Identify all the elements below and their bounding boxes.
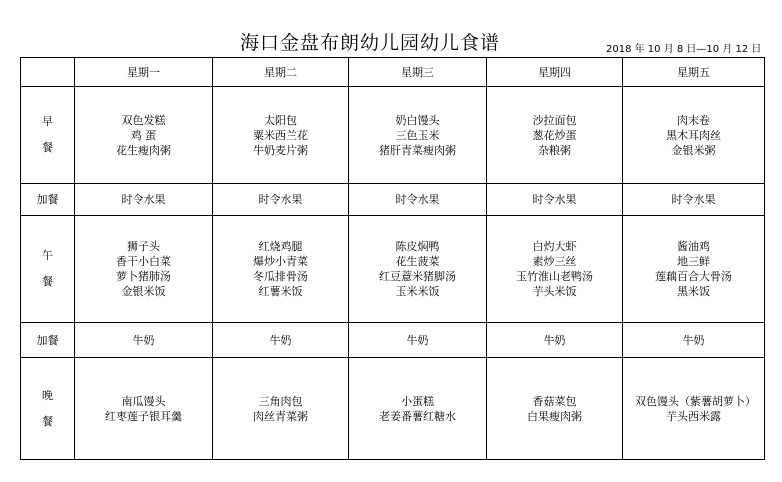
dish-item: 素炒三丝	[532, 255, 577, 268]
dish-item: 牛奶	[543, 333, 566, 347]
dish-item: 肉末卷	[677, 113, 710, 127]
dish-item: 红烧鸡腿	[258, 240, 303, 253]
day-header: 星期二	[213, 58, 349, 87]
meal-label: 晚餐	[21, 358, 75, 460]
day-header: 星期五	[623, 58, 765, 87]
dish-item: 红豆薏米猪脚汤	[379, 270, 456, 283]
menu-cell	[349, 87, 487, 184]
meal-label: 加餐	[21, 323, 75, 358]
page-title: 海口金盘布朗幼儿园幼儿食谱	[239, 32, 500, 54]
dish-item: 鸡 蛋	[130, 128, 157, 142]
dish-item: 牛奶麦片粥	[253, 143, 308, 157]
meal-row-breakfast	[21, 87, 765, 184]
dish-item: 爆炒小青菜	[253, 255, 308, 268]
menu-cell	[487, 184, 623, 216]
meal-row-snack-2	[21, 323, 765, 358]
header-row	[21, 58, 765, 87]
dish-item: 奶白馒头	[395, 113, 440, 127]
dish-item: 莲藕百合大骨汤	[655, 270, 732, 283]
dish-item: 香菇菜包	[532, 394, 577, 408]
menu-cell	[487, 216, 623, 323]
dish-item: 牛奶	[269, 333, 292, 347]
dish-item: 时令水果	[258, 193, 303, 206]
dish-item: 黑米饭	[677, 285, 710, 298]
menu-cell	[213, 87, 349, 184]
dish-item: 时令水果	[121, 193, 166, 206]
menu-cell	[487, 87, 623, 184]
menu-cell	[487, 358, 623, 460]
dish-item: 粟米西兰花	[253, 128, 308, 142]
day-header: 星期四	[487, 58, 623, 87]
dish-item: 金银米粥	[671, 143, 716, 157]
dish-item: 牛奶	[132, 333, 155, 347]
meal-label: 午餐	[21, 216, 75, 323]
dish-item: 肉丝青菜粥	[253, 409, 308, 423]
dish-item: 三角肉包	[258, 394, 303, 408]
menu-cell	[75, 87, 213, 184]
dish-item: 双色发糕	[121, 113, 166, 127]
menu-cell	[75, 216, 213, 323]
dish-item: 萝卜猪肺汤	[116, 270, 171, 283]
dish-item: 双色馒头（紫薯胡萝卜）	[635, 394, 756, 408]
dish-item: 花生菠菜	[395, 255, 440, 268]
meal-label: 早餐	[21, 87, 75, 184]
meal-label: 加餐	[21, 184, 75, 216]
menu-table	[20, 57, 765, 460]
dish-item: 金银米饭	[121, 285, 166, 298]
dish-item: 酱油鸡	[677, 240, 710, 253]
dish-item: 玉竹淮山老鸭汤	[516, 270, 593, 283]
menu-cell	[623, 184, 765, 216]
dish-item: 葱花炒蛋	[532, 128, 577, 142]
dish-item: 沙拉面包	[532, 113, 577, 127]
menu-cell	[349, 216, 487, 323]
menu-cell	[623, 216, 765, 323]
menu-cell	[213, 184, 349, 216]
dish-item: 牛奶	[406, 333, 429, 347]
dish-item: 杂粮粥	[538, 143, 571, 157]
meal-row-dinner	[21, 358, 765, 460]
dish-item: 南瓜馒头	[121, 394, 166, 408]
dish-item: 香干小白菜	[116, 255, 171, 268]
dish-item: 玉米米饭	[395, 285, 440, 298]
menu-cell	[623, 323, 765, 358]
dish-item: 冬瓜排骨汤	[253, 270, 308, 283]
day-header: 星期三	[349, 58, 487, 87]
dish-item: 狮子头	[127, 240, 160, 253]
menu-cell	[623, 87, 765, 184]
dish-item: 芋头米饭	[532, 285, 577, 298]
menu-cell	[349, 184, 487, 216]
dish-item: 白灼大虾	[532, 240, 577, 253]
dish-item: 猪肝青菜瘦肉粥	[379, 143, 456, 157]
day-header: 星期一	[75, 58, 213, 87]
menu-cell	[349, 358, 487, 460]
menu-cell	[75, 323, 213, 358]
menu-cell	[75, 184, 213, 216]
meal-row-snack-1	[21, 184, 765, 216]
dish-item: 黑木耳肉丝	[666, 128, 721, 142]
dish-item: 太阳包	[264, 113, 297, 127]
dish-item: 地三鲜	[677, 255, 710, 268]
dish-item: 时令水果	[671, 193, 716, 206]
dish-item: 花生瘦肉粥	[116, 143, 171, 157]
dish-item: 陈皮焖鸭	[395, 240, 440, 253]
dish-item: 芋头西米露	[666, 409, 721, 423]
menu-cell	[487, 323, 623, 358]
menu-cell	[349, 323, 487, 358]
date-range: 2018 年 10 月 8 日—10 月 12 日	[606, 44, 762, 55]
dish-item: 老姜番薯红糖水	[379, 409, 456, 423]
corner-cell	[21, 58, 75, 87]
dish-item: 红枣莲子银耳羹	[105, 409, 182, 423]
menu-cell	[75, 358, 213, 460]
dish-item: 时令水果	[395, 193, 440, 206]
menu-cell	[213, 216, 349, 323]
dish-item: 红薯米饭	[258, 285, 303, 298]
menu-cell	[213, 358, 349, 460]
meal-row-lunch	[21, 216, 765, 323]
menu-cell	[213, 323, 349, 358]
dish-item: 时令水果	[532, 193, 577, 206]
dish-item: 小蛋糕	[401, 394, 434, 408]
dish-item: 三色玉米	[395, 128, 440, 142]
dish-item: 牛奶	[682, 333, 705, 347]
dish-item: 白果瘦肉粥	[527, 409, 582, 423]
menu-cell	[623, 358, 765, 460]
